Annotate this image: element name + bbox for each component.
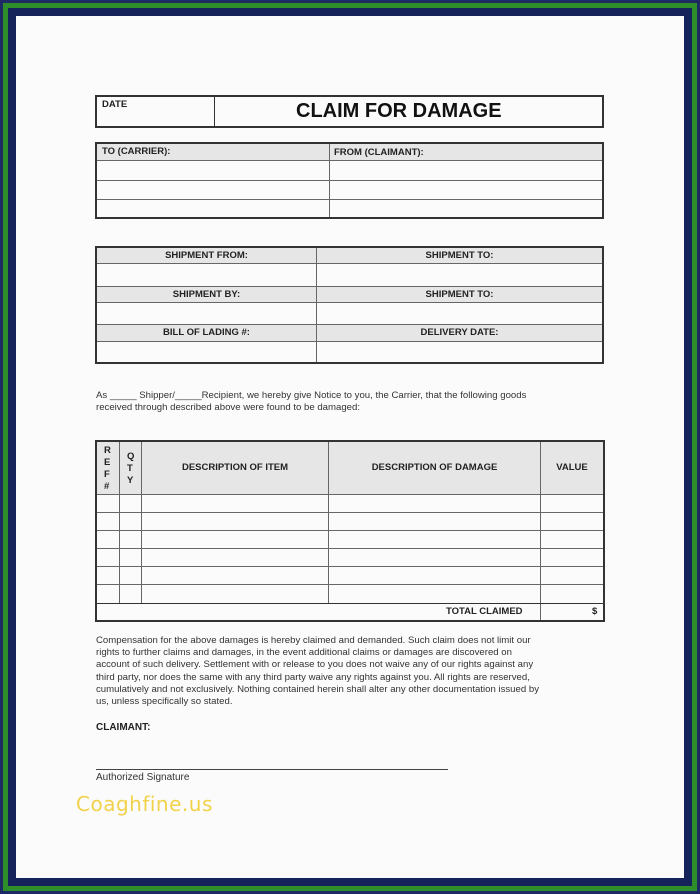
delivery-date-label: DELIVERY DATE: xyxy=(420,327,499,338)
signature-line xyxy=(96,769,448,770)
bill-of-lading-field[interactable] xyxy=(97,342,315,362)
damage-description-header: DESCRIPTION OF DAMAGE xyxy=(371,462,498,473)
faded-background-text xyxy=(156,44,172,95)
shipment-from-label: SHIPMENT FROM: xyxy=(165,250,248,261)
qty-header-t: T xyxy=(127,463,133,474)
shipment-by-field[interactable] xyxy=(97,303,315,323)
qty-header-q: Q xyxy=(127,451,135,462)
bill-of-lading-label: BILL OF LADING #: xyxy=(163,327,250,338)
shipment-rule xyxy=(97,324,602,325)
compensation-line: account of such delivery. Settlement with or release to you does not waive any of our rights against any xyxy=(96,659,534,670)
shipment-rule xyxy=(97,286,602,287)
notice-line-1: As _____ Shipper/_____Recipient, we hereby give Notice to you, the Carrier, that the following goods xyxy=(96,390,527,401)
header-divider xyxy=(214,97,215,126)
date-label: DATE xyxy=(102,99,128,110)
shipment-to-field[interactable] xyxy=(317,264,602,285)
date-field[interactable] xyxy=(97,110,213,126)
item-description-header: DESCRIPTION OF ITEM xyxy=(181,462,289,473)
claimant-field[interactable] xyxy=(330,161,602,217)
claimant-label: CLAIMANT: xyxy=(96,722,151,733)
compensation-line: rights to further claims and damages, in the event additional claims or damages are discovered on xyxy=(96,647,512,658)
form-title: CLAIM FOR DAMAGE xyxy=(296,100,502,122)
total-claimed-value: $ xyxy=(592,606,598,617)
compensation-line: us, unless specifically so stated. xyxy=(96,696,233,707)
compensation-line: cumulatively and not exclusively. Nothing contained herein shall alter any other documentation issued by xyxy=(96,684,539,695)
authorized-signature-label: Authorized Signature xyxy=(96,772,190,783)
compensation-line: Compensation for the above damages is hereby claimed and demanded. Such claim does not limit our xyxy=(96,635,531,646)
compensation-line: third party, nor does the same with any third party waive any rights against you. All rights are reserved, xyxy=(96,672,530,683)
total-claimed-label: TOTAL CLAIMED xyxy=(446,606,523,617)
items-total-rule xyxy=(97,603,603,604)
items-entry-area[interactable] xyxy=(97,495,603,602)
site-watermark: Coaghfine.us xyxy=(76,792,213,816)
shipment-by-label: SHIPMENT BY: xyxy=(172,289,241,300)
qty-header-y: Y xyxy=(127,475,134,486)
ref-header-e: E xyxy=(104,457,111,468)
delivery-date-field[interactable] xyxy=(317,342,602,362)
shipment-to-field-2[interactable] xyxy=(317,303,602,323)
ref-header-r: R xyxy=(104,445,111,456)
carrier-field[interactable] xyxy=(97,161,328,217)
ref-header-f: F xyxy=(104,469,110,480)
from-claimant-label: FROM (CLAIMANT): xyxy=(334,147,424,158)
ref-header-hash: # xyxy=(104,481,110,492)
signature-field[interactable] xyxy=(96,746,448,768)
shipment-to-label: SHIPMENT TO: xyxy=(425,250,494,261)
form-page xyxy=(16,16,684,878)
shipment-from-field[interactable] xyxy=(97,264,315,285)
shipment-to-label-2: SHIPMENT TO: xyxy=(425,289,494,300)
value-header: VALUE xyxy=(556,462,588,473)
to-carrier-label: TO (CARRIER): xyxy=(102,146,171,157)
notice-line-2: received through described above were found to be damaged: xyxy=(96,402,361,413)
